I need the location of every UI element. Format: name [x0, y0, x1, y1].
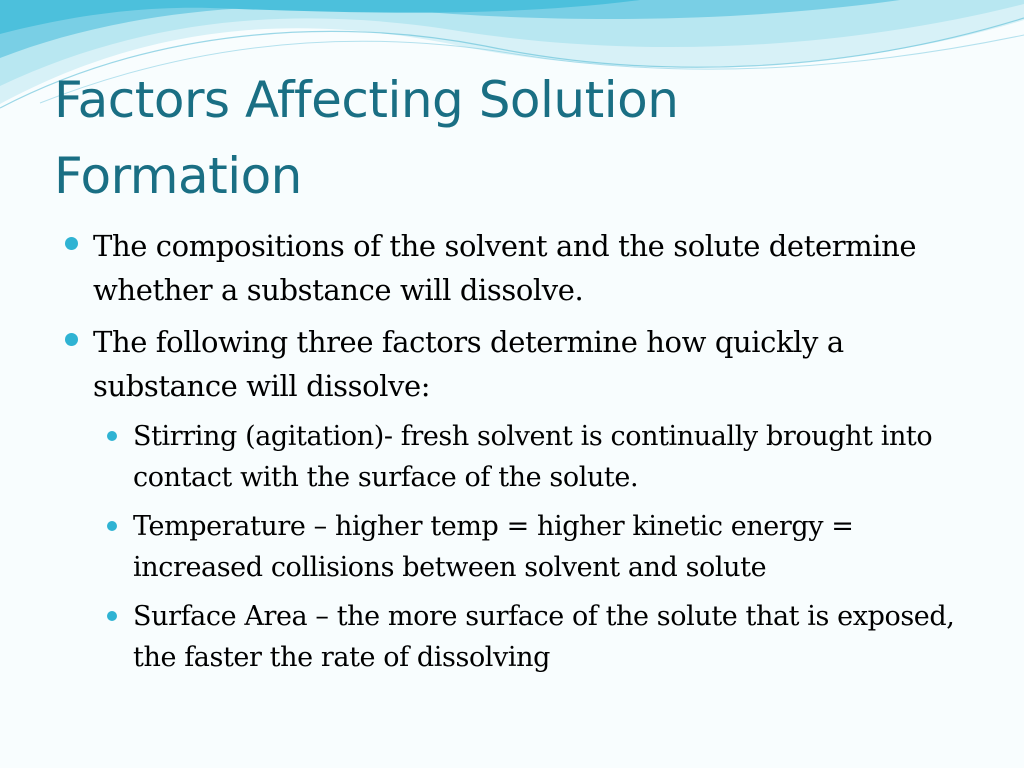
- sub-bullet-item: [103, 416, 962, 498]
- bullet-text: The following three factors determine how quickly a substance will dissolve:: [93, 325, 844, 403]
- sub-bullet-item: [103, 596, 962, 678]
- bullet-list: [62, 224, 962, 408]
- bullet-text: The compositions of the solvent and the solute determine whether a substance will dissolve.: [93, 229, 917, 307]
- sub-bullet-text: Surface Area – the more surface of the solute that is exposed, the faster the rate of dissolving: [133, 601, 955, 673]
- bullet-dot-icon: [65, 237, 78, 250]
- sub-bullet-dot-icon: [107, 611, 117, 621]
- sub-bullet-text: Stirring (agitation)- fresh solvent is continually brought into contact with the surface of the solute.: [133, 421, 933, 493]
- bullet-item: [62, 320, 962, 408]
- sub-bullet-list: [103, 416, 962, 678]
- sub-bullet-text: Temperature – higher temp = higher kinetic energy = increased collisions between solvent and solute: [133, 511, 854, 583]
- title-line-2: Formation: [54, 147, 302, 205]
- title-line-1: Factors Affecting Solution: [54, 71, 679, 129]
- sub-bullet-item: [103, 506, 962, 588]
- slide-body: [62, 224, 962, 686]
- bullet-dot-icon: [65, 333, 78, 346]
- sub-bullet-dot-icon: [107, 431, 117, 441]
- sub-bullet-dot-icon: [107, 521, 117, 531]
- bullet-item: [62, 224, 962, 312]
- slide-title: [54, 62, 954, 214]
